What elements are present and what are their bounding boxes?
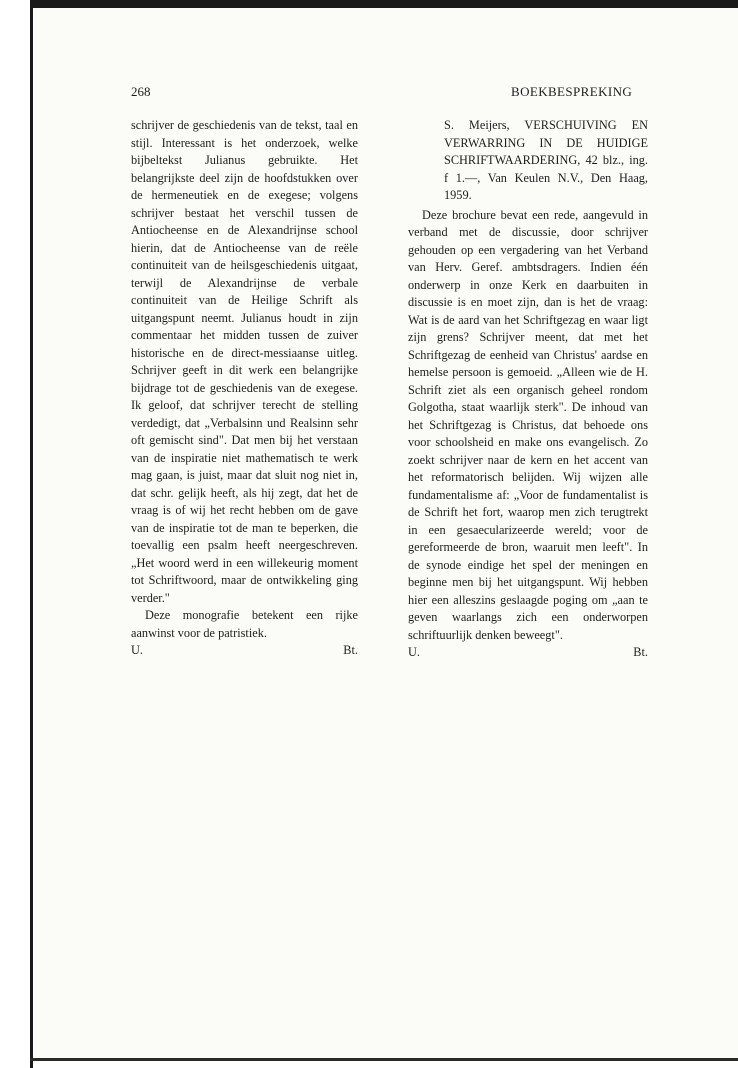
running-title: BOEKBESPREKING	[511, 84, 633, 99]
right-column	[408, 117, 648, 662]
right-signature	[408, 644, 648, 662]
scan-edge-left	[30, 0, 33, 1068]
scan-edge-top	[30, 0, 738, 8]
left-column	[131, 117, 358, 660]
left-paragraph-2: Deze monografie betekent een rijke aanwinst voor de patristiek.	[131, 608, 358, 640]
right-signature-author: Bt.	[633, 645, 648, 659]
right-paragraph-1: Deze brochure bevat een rede, aangevuld in verband met de discussie, door schrijver gehouden op een vergadering van het Verband van Herv. Geref. ambtsdragers. Indien één onderwerp in onze Kerk en daarbuiten in discussie is en moet zijn, dan is het de vraag: Wat is de aard van het Schriftgezag en waar ligt zijn grens? Schrijver meent, dat met het Schriftgezag de eenheid van Christus' aardse en hemelse persoon is gemoeid. „Alleen wie de H. Schrift ziet als een organisch geheel rondom Golgotha, staat waarlijk sterk". De inhoud van het Schriftgezag is Christus, dat behoede ons voor schoolsheid en make ons evangelisch. Zo zoekt schrijver naar de kern en het accent van het reformatorisch belijden. Wij wijzen alle fundamentalisme af: „Voor de fundamentalist is de Schrift het fort, waarop men zich terugtrekt in een gesaecularizeerde wereld; voor de gereformeerde de bron, waaruit men leeft". In de synode eindige het spel der meningen en beginne men bij het uitgangspunt. Wij hebben hier een alleszins geslaagde poging om „aan te geven waarlangs zich een onderworpen schriftuurlijk denken beweegt".	[408, 207, 648, 642]
left-signature-author: Bt.	[343, 643, 358, 657]
left-signature	[131, 642, 358, 660]
bibliography-entry: S. Meijers, VERSCHUIVING EN VERWARRING IN DE HUIDIGE SCHRIFTWAARDERING, 42 blz., ing. f 1.—, Van Keulen N.V., Den Haag, 1959.	[444, 118, 648, 202]
left-paragraph-1: schrijver de geschiedenis van de tekst, taal en stijl. Interessant is het onderzoek, welke bijbeltekst Julianus gebruikte. Het belangrijkste deel zijn de hoofdstukken over de hermeneutiek en de exegese; volgens schrijver bestaat het verschil tussen de Antiocheense en de Alexandrijnse school hierin, dat de Antiocheense van de reële continuiteit van de heilsgeschiedenis uitgaat, terwijl de Alexandrijnse de verbale continuiteit van de Heilige Schrift als uitgangspunt neemt. Julianus houdt in zijn commentaar het midden tussen de zuiver historische en de direct-messiaanse uitleg. Schrijver geeft in dit werk een belangrijke bijdrage tot de geschiedenis van de exegese. Ik geloof, dat schrijver terecht de stelling verdedigt, dat „Verbalsinn und Realsinn sehr oft gemischt sind". Dat men bij het verstaan van de inspiratie niet mathematisch te werk mag gaan, is juist, maar dat sluit nog niet in, dat schr. gelijk heeft, als hij zegt, dat het de vraag is of wij het recht hebben om de gave van de inspiratie tot de man te beperken, die toevallig een psalm heeft neergeschreven. „Het woord werd in een willekeurig moment tot Schriftwoord, maar de ontwikkeling ging verder."	[131, 118, 358, 605]
left-signature-initial: U.	[131, 643, 143, 657]
scan-edge-bottom	[30, 1058, 738, 1061]
right-signature-initial: U.	[408, 645, 420, 659]
page-number: 268	[131, 84, 151, 99]
